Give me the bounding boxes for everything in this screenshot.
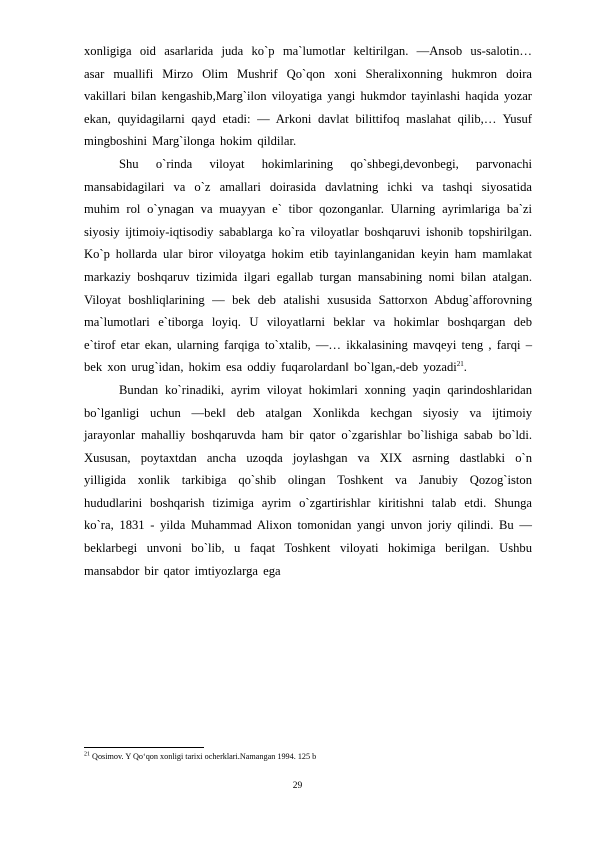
footnote-divider <box>84 747 204 748</box>
paragraph-1: xonligiga oid asarlarida juda ko`p ma`lumotlar keltirilgan. ―Ansob us-salotin… asar muallifi Mirzo Olim Mushrif Qo`qon xoni Sheralixonning hukmron doira vakillari bilan kengashib,Marg`ilon viloyatiga yangi hukmdor tayinlashi haqida yozar ekan, quyidagilarni qayd etadi: ― Arkoni davlat bilittifoq maslahat qilib,… Yusuf mingboshini Marg`ilonga hokim qildilar. <box>84 44 532 149</box>
body-text <box>84 40 532 582</box>
paragraph-2 <box>84 153 532 379</box>
paragraph-2-tail: . <box>463 360 467 375</box>
page-number: 29 <box>292 781 303 791</box>
paragraph-2-text: Shu o`rinda viloyat hokimlarining qo`shbegi,devonbegi, parvonachi mansabidagilari va o`z amallari doirasida davlatning ichki va tashqi siyosatida muhim rol o`ynagan va muayyan e` tibor qozonganlar. Ularning ayrimlariga ba`zi siyosiy ijtimoiy-iqtisodiy sabablarga ko`ra viloyatlar boshqaruvi ishonib topshirilgan. Ko`p hollarda ular biror viloyatga hokim etib tayinlanganidan keyin ham mamlakat markaziy boshqaruv tizimida ilgari egallab turgan mansabining nomi bilan atalgan. Viloyat boshliqlarining ― bek deb atalishi xususida Sattorxon Abdug`afforovning ma`lumotlari e`tiborga loyiq. U viloyatlarni beklar va hokimlar boshqargan deb e`tirof etar ekan, ularning farqiga to`xtalib, ―… ikkalasining mavqeyi teng , farqi –bek xon urug`idan, hokim esa oddiy fuqarolardan‖ bo`lgan,-deb yozadi <box>84 156 532 375</box>
footnote-number: 21 <box>84 751 90 758</box>
paragraph-3: Bundan ko`rinadiki, ayrim viloyat hokimlari xonning yaqin qarindoshlaridan bo`lganligi uchun ―bek‖ deb atalgan Xonlikda kechgan siyosiy va ijtimoiy jarayonlar mahalliy boshqaruvda ham bir qator o`zgarishlar bo`lishiga sabab bo`ldi. Xususan, poytaxtdan ancha uzoqda joylashgan va XIX asrning dastlabki o`n yilligida xonlik tarkibiga qo`shib olingan Toshkent va Janubiy Qozog`iston hududlarini boshqarish tizimiga ayrim o`zgartirishlar kiritishni talab etdi. Shunga ko`ra, 1831 - yilda Muhammad Alixon tomonidan yangi unvon joriy qilindi. Bu ― beklarbegi unvoni bo`lib, u faqat Toshkent viloyati hokimiga berilgan. Ushbu mansabdor bir qator imtiyozlarga ega <box>84 382 532 578</box>
footnote-text: Qosimov. Y Qo‘qon xonligi tarixi ocherklari.Namangan 1994. 125 b <box>90 752 317 761</box>
footnote-reference[interactable]: 21 <box>456 360 464 369</box>
footnote <box>84 751 532 762</box>
